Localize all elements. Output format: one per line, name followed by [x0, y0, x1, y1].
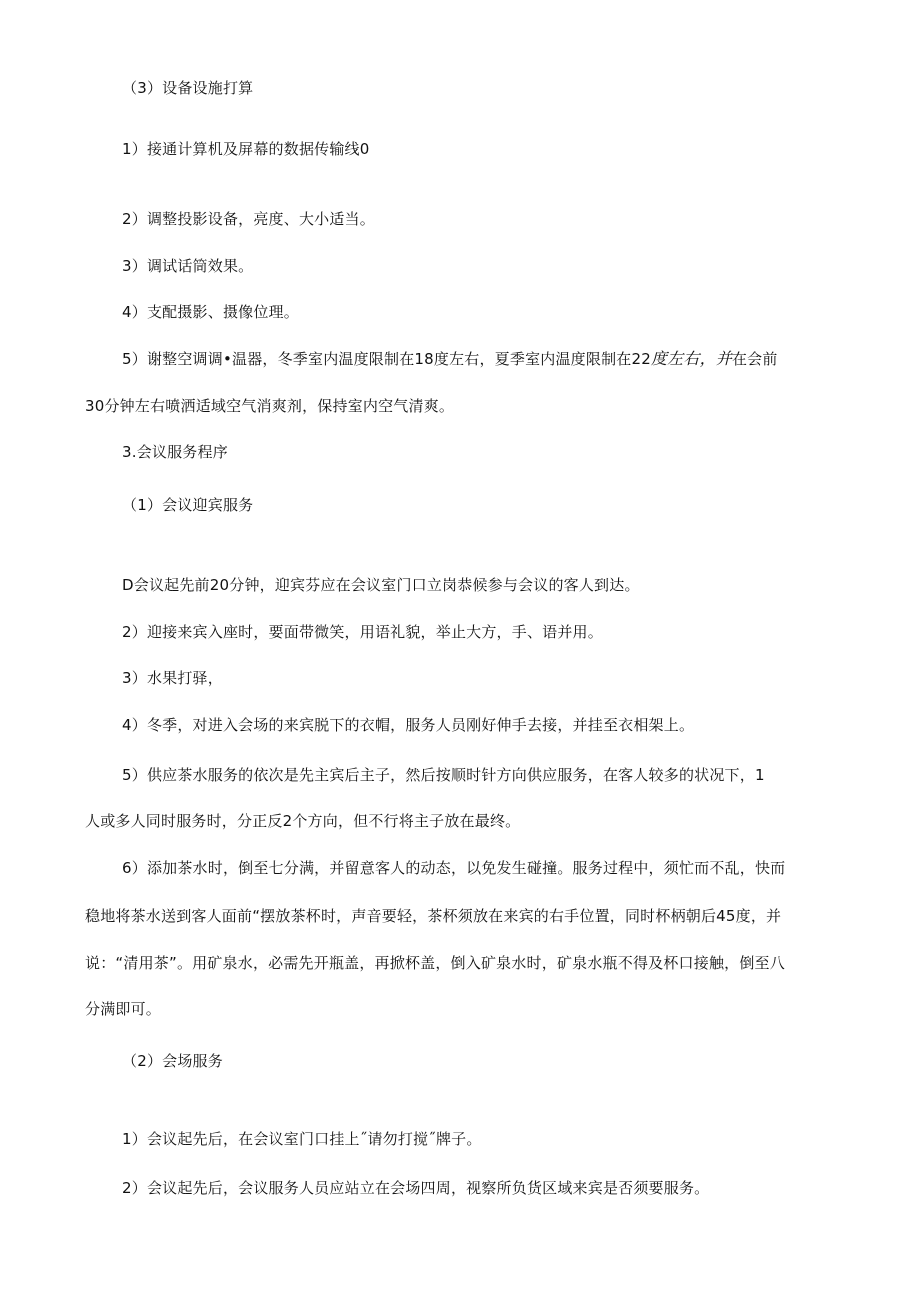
paragraph-item: 4）冬季，对进入会场的来宾脱下的衣帽，服务人员刚好伸手去接，并挂至衣相架上。: [122, 716, 695, 734]
paragraph-item: 3）调试话筒效果。: [122, 257, 254, 275]
paragraph-item: [122, 348, 778, 370]
paragraph-item: 4）支配摄影、摄像位理。: [122, 303, 299, 321]
paragraph-continuation: 人或多人同时服务时，分正反2个方向，但不行将主子放在最终。: [85, 812, 521, 830]
subsection-heading: （1）会议迎宾服务: [122, 496, 254, 514]
paragraph-item: D会议起先前20分钟，迎宾芬应在会议室门口立岗恭候参与会议的客人到达。: [122, 576, 640, 594]
paragraph-italic-text: 度左右，并: [650, 349, 732, 368]
paragraph-item: 2）调整投影设备，亮度、大小适当。: [122, 210, 375, 228]
paragraph-item: 1）会议起先后，在会议室门口挂上˝请勿打搅˝牌子。: [122, 1130, 482, 1148]
paragraph-continuation: 30分钟左右喷洒适域空气消爽剂，保持室内空气清爽。: [85, 397, 455, 415]
paragraph-text: 5）谢整空调调•温器，冬季室内温度限制在18度左右，夏季室内温度限制在22: [122, 350, 651, 368]
paragraph-item: 6）添加茶水时，倒至七分满，并留意客人的动态，以免发生碰撞。服务过程中，须忙而不乱，快而: [122, 859, 786, 877]
paragraph-continuation: 说：“清用茶”。用矿泉水，必需先开瓶盖，再掀杯盖，倒入矿泉水时，矿泉水瓶不得及杯口接触，倒至八: [85, 954, 785, 972]
paragraph-continuation: 稳地将茶水送到客人面前“摆放茶杯时，声音要轻，茶杯须放在来宾的右手位置，同时杯柄朝后45度，并: [85, 907, 782, 925]
paragraph-item: 2）会议起先后，会议服务人员应站立在会场四周，视察所负货区域来宾是否须要服务。: [122, 1179, 710, 1197]
paragraph-item: 3）水果打驿，: [122, 669, 223, 687]
paragraph-item: 1）接通计算机及屏幕的数据传输线0: [122, 140, 370, 158]
subsection-heading: （2）会场服务: [122, 1052, 223, 1070]
heading-equipment-prep: （3）设备设施打算: [122, 79, 254, 97]
paragraph-item: 5）供应茶水服务的依次是先主宾后主子，然后按顺时针方向供应服务，在客人较多的状况下，1: [122, 766, 765, 784]
paragraph-text: 在会前: [731, 350, 778, 368]
section-heading: 3.会议服务程序: [122, 443, 228, 461]
paragraph-continuation: 分满即可。: [85, 1000, 162, 1018]
paragraph-item: 2）迎接来宾入座时，要面带微笑，用语礼貌，举止大方，手、语并用。: [122, 623, 603, 641]
